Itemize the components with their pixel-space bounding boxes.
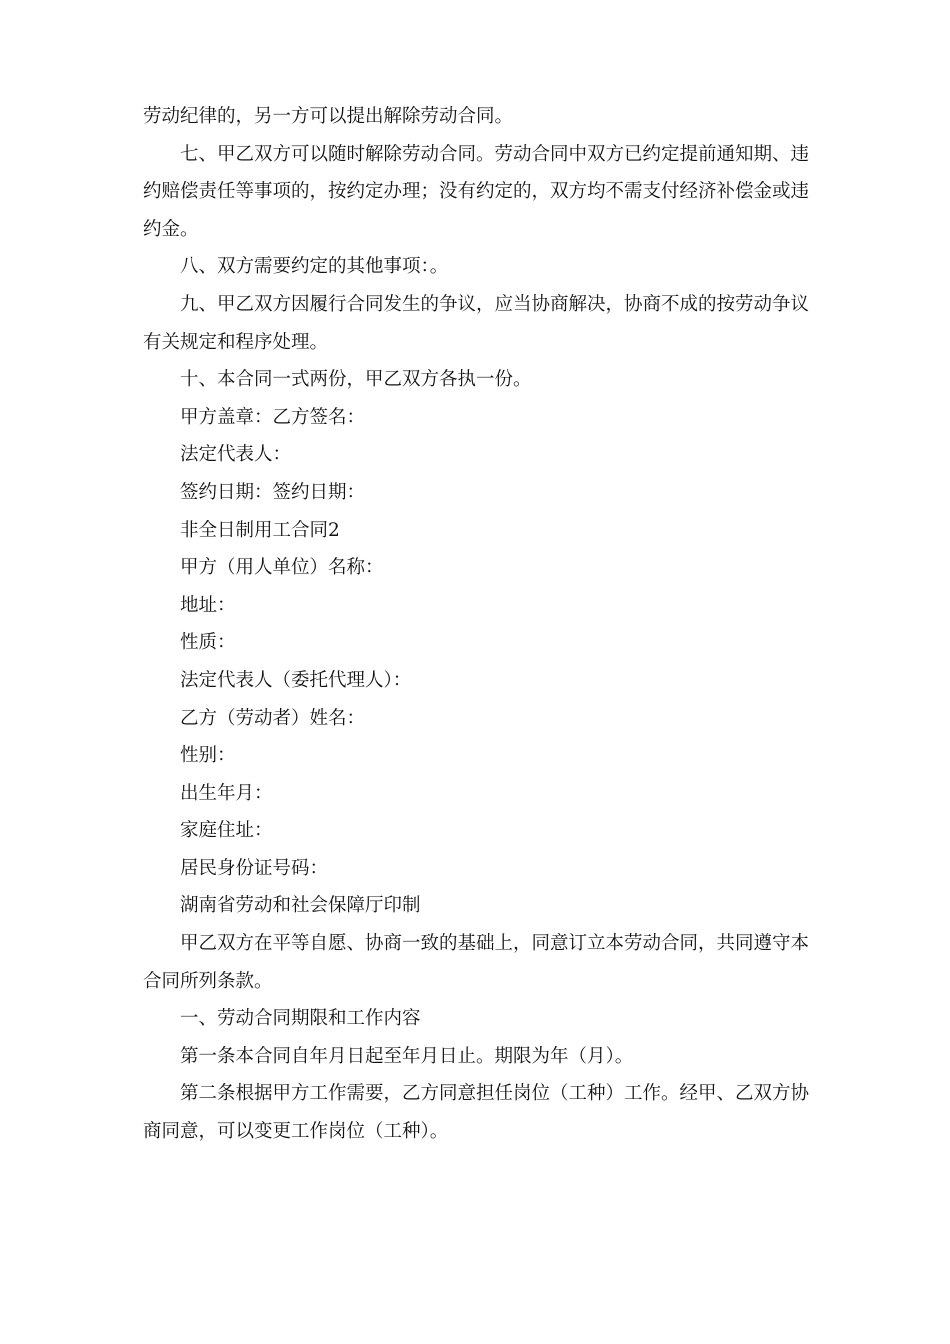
paragraph-clause-8: 八、双方需要约定的其他事项：。 xyxy=(180,256,449,278)
article-1: 第一条本合同自年月日起至年月日止。期限为年（月）。 xyxy=(180,1045,634,1067)
home-address-field: 家庭住址： xyxy=(180,820,273,842)
paragraph-clause-9: 九、甲乙双方因履行合同发生的争议，应当协商解决，协商不成的按劳动争议有关规定和程序处理。 xyxy=(143,293,810,353)
article-2: 第二条根据甲方工作需要，乙方同意担任岗位（工种）工作。经甲、乙双方协商同意，可以变更工作岗位（工种）。 xyxy=(143,1083,810,1143)
address-field: 地址： xyxy=(180,594,236,616)
legal-representative-line: 法定代表人： xyxy=(180,444,292,466)
paragraph-labor-discipline: 劳动纪律的，另一方可以提出解除劳动合同。 xyxy=(143,106,514,127)
legal-rep-agent-field: 法定代表人（委托代理人）： xyxy=(180,669,412,691)
document-body xyxy=(143,98,809,1151)
id-number-field: 居民身份证号码： xyxy=(180,857,329,879)
signing-date-line: 签约日期：签约日期： xyxy=(180,481,366,503)
gender-field: 性别： xyxy=(180,745,236,767)
paragraph-clause-10: 十、本合同一式两份，甲乙双方各执一份。 xyxy=(180,369,532,391)
preamble-paragraph: 甲乙双方在平等自愿、协商一致的基础上，同意订立本劳动合同，共同遵守本合同所列条款。 xyxy=(143,933,810,992)
section-1-heading: 一、劳动合同期限和工作内容 xyxy=(180,1008,421,1030)
birth-date-field: 出生年月： xyxy=(180,782,273,804)
nature-field: 性质： xyxy=(180,632,236,654)
employee-name-field: 乙方（劳动者）姓名： xyxy=(180,707,366,729)
paragraph-clause-7: 七、甲乙双方可以随时解除劳动合同。劳动合同中双方已约定提前通知期、违约赔偿责任等事项的，按约定办理；没有约定的，双方均不需支付经济补偿金或违约金。 xyxy=(143,143,810,240)
signature-line: 甲方盖章：乙方签名： xyxy=(180,406,366,428)
employer-name-field: 甲方（用人单位）名称： xyxy=(180,557,384,579)
issuer-line: 湖南省劳动和社会保障厅印制 xyxy=(180,895,421,917)
contract-2-title: 非全日制用工合同2 xyxy=(180,519,340,541)
